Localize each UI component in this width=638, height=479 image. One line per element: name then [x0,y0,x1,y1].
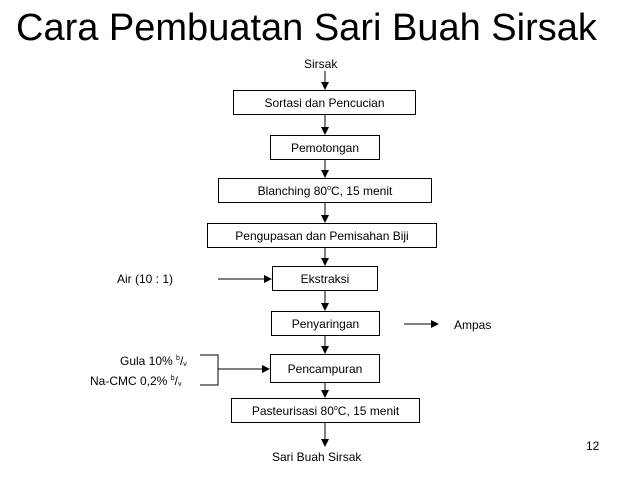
gula-frac-den: v [183,361,187,368]
input-gula-text: Gula 10% [120,354,177,368]
pasteurisasi-degree: o [333,404,338,412]
cmc-frac-den: v [177,381,182,388]
output-ampas: Ampas [454,318,492,332]
cmc-frac-slash: / [174,374,178,388]
step-pengupasan-label: Pengupasan dan Pemisahan Biji [235,228,409,243]
step-pencampuran-label: Pencampuran [287,361,363,376]
blanching-degree: o [327,184,331,192]
pasteurisasi-suffix: C, 15 menit [337,403,400,418]
input-air: Air (10 : 1) [117,272,174,286]
step-sortasi-label: Sortasi dan Pencucian [264,95,385,110]
input-cmc-text: Na-CMC 0,2% [90,374,171,388]
gula-frac-slash: / [179,354,184,368]
bracket-inputs [200,355,218,385]
gula-frac-num: b [176,355,180,362]
page-number: 12 [586,439,600,453]
blanching-suffix: C, 15 menit [330,183,393,198]
pasteurisasi-prefix: Pasteurisasi 80 [251,403,334,418]
blanching-prefix: Blanching 80 [257,183,328,198]
step-pemotongan-label: Pemotongan [290,140,360,155]
page-title: Cara Pembuatan Sari Buah Sirsak [16,7,597,49]
step-ekstraksi-label: Ekstraksi [300,271,350,286]
cmc-frac-num: b [170,375,175,382]
start-label: Sirsak [304,57,338,71]
step-penyaringan-label: Penyaringan [291,316,360,331]
end-label: Sari Buah Sirsak [272,450,362,464]
